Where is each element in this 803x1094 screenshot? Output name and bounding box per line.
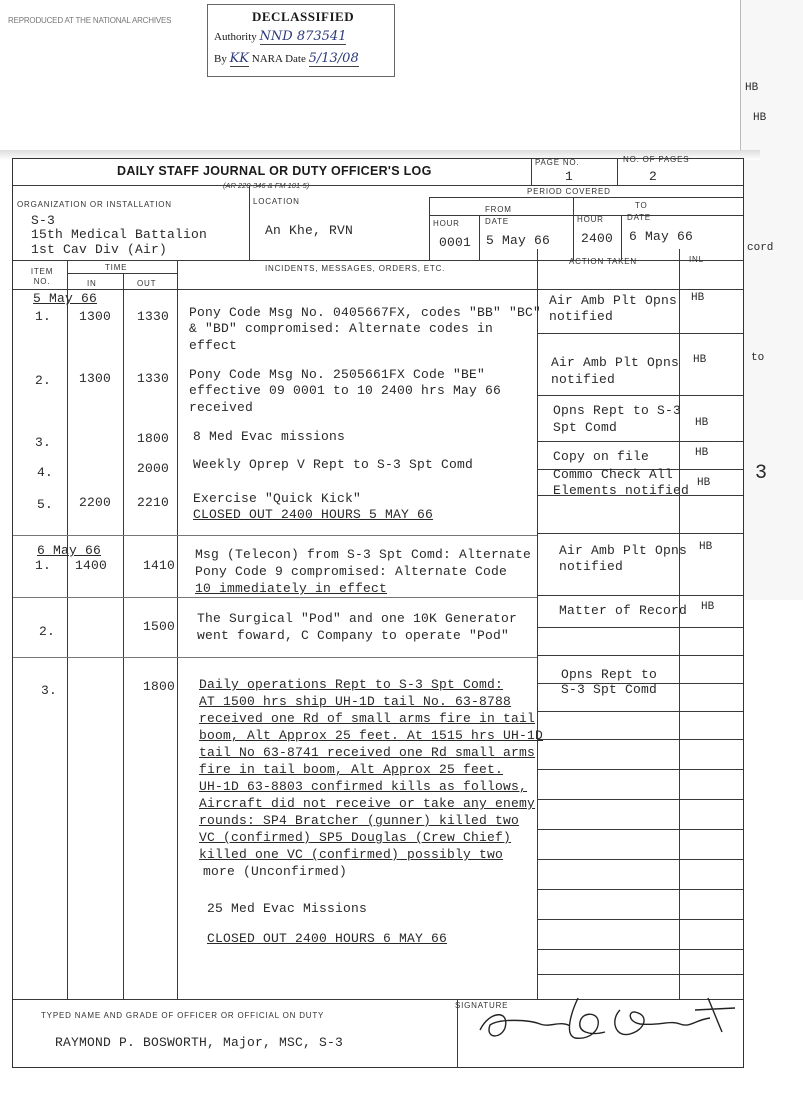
location-label: LOCATION bbox=[253, 197, 300, 206]
time-in: 1300 bbox=[79, 371, 112, 386]
item-no: 2. bbox=[35, 373, 52, 388]
entry-text-line: more (Unconfirmed) bbox=[203, 864, 348, 879]
stamp-by-label: By bbox=[214, 53, 227, 65]
no-of-pages-label: NO. OF PAGES bbox=[623, 155, 690, 164]
action-line: Air Amb Plt Opns bbox=[549, 293, 678, 308]
officer-name: RAYMOND P. BOSWORTH, Major, MSC, S-3 bbox=[55, 1035, 344, 1050]
item-no: 1. bbox=[35, 558, 52, 573]
initials: HB bbox=[697, 477, 711, 489]
entry-text-line: Weekly Oprep V Rept to S-3 Spt Comd bbox=[193, 457, 474, 472]
to-hour-value: 2400 bbox=[581, 231, 614, 246]
action-line: Air Amb Plt Opns bbox=[551, 355, 680, 370]
time-header: TIME bbox=[105, 263, 128, 272]
entry-text-line: The Surgical "Pod" and one 10K Generator bbox=[197, 611, 518, 626]
entry-text-line: fire in tail boom, Alt Approx 25 feet. bbox=[199, 762, 504, 777]
entry-text-line: AT 1500 hrs ship UH-1D tail No. 63-8788 bbox=[199, 694, 512, 709]
org-line: S-3 bbox=[31, 213, 56, 228]
stamp-authority-label: Authority bbox=[214, 31, 257, 43]
closed-out-line: CLOSED OUT 2400 HOURS 5 MAY 66 bbox=[193, 507, 434, 522]
time-out: 1500 bbox=[143, 619, 176, 634]
action-line: notified bbox=[559, 559, 624, 574]
entry-text-line: Pony Code 9 compromised: Alternate Code bbox=[195, 564, 508, 579]
signature-label: SIGNATURE bbox=[455, 1001, 509, 1010]
entry-text-line: received one Rd of small arms fire in tail bbox=[199, 711, 536, 726]
entry-text-line: 25 Med Evac Missions bbox=[207, 901, 368, 916]
margin-mark: HB bbox=[745, 82, 759, 94]
entry-text-line: VC (confirmed) SP5 Douglas (Crew Chief) bbox=[199, 830, 512, 845]
date-header: 6 May 66 bbox=[37, 543, 102, 558]
time-out-header: OUT bbox=[137, 279, 157, 288]
item-no-header: ITEM NO. bbox=[30, 267, 54, 286]
initials: HB bbox=[701, 601, 715, 613]
to-hour-label: HOUR bbox=[577, 215, 604, 224]
entry-text-line: & "BD" compromised: Alternate codes in bbox=[189, 321, 494, 336]
from-date-value: 5 May 66 bbox=[486, 233, 551, 248]
stamp-date-value: 5/13/08 bbox=[308, 51, 359, 66]
action-line: notified bbox=[551, 372, 616, 387]
initials: HB bbox=[691, 292, 705, 304]
item-no: 4. bbox=[37, 465, 54, 480]
time-out: 1330 bbox=[137, 371, 170, 386]
from-date-label: DATE bbox=[485, 217, 509, 226]
time-out: 1410 bbox=[143, 558, 176, 573]
to-date-label: DATE bbox=[627, 213, 651, 222]
entry-text-line: Exercise "Quick Kick" bbox=[193, 491, 362, 506]
item-no: 3. bbox=[41, 683, 58, 698]
org-line: 15th Medical Battalion bbox=[31, 227, 208, 242]
org-label: ORGANIZATION OR INSTALLATION bbox=[17, 200, 172, 209]
stamp-by-row bbox=[214, 51, 359, 66]
stamp-by-value: KK bbox=[229, 51, 250, 66]
entry-text-line: UH-1D 63-8803 confirmed kills as follows, bbox=[199, 779, 528, 794]
no-of-pages-value: 2 bbox=[649, 169, 658, 184]
item-no: 5. bbox=[37, 497, 54, 512]
margin-mark: cord bbox=[747, 242, 774, 254]
entry-text-line: effective 09 0001 to 10 2400 hrs May 66 bbox=[189, 383, 502, 398]
entry-text-line: Msg (Telecon) from S-3 Spt Comd: Alternate bbox=[195, 547, 532, 562]
initials: HB bbox=[693, 354, 707, 366]
entry-text-line: went foward, C Company to operate "Pod" bbox=[197, 628, 510, 643]
page-no-label: PAGE NO. bbox=[535, 158, 580, 167]
entry-text-line: 8 Med Evac missions bbox=[193, 429, 346, 444]
period-covered-label: PERIOD COVERED bbox=[527, 187, 611, 196]
form-title: DAILY STAFF JOURNAL OR DUTY OFFICER'S LOG bbox=[117, 164, 432, 178]
incidents-header: INCIDENTS, MESSAGES, ORDERS, ETC. bbox=[265, 264, 446, 273]
initials: HB bbox=[695, 417, 709, 429]
from-hour-value: 0001 bbox=[439, 235, 472, 250]
action-line: Matter of Record bbox=[559, 603, 688, 618]
officer-label: TYPED NAME AND GRADE OF OFFICER OR OFFICIAL ON DUTY bbox=[41, 1011, 325, 1020]
officer-signature bbox=[470, 990, 740, 1050]
entry-text-line: 10 immediately in effect bbox=[195, 581, 388, 596]
action-taken-header: ACTION TAKEN bbox=[569, 257, 637, 266]
action-line: Copy on file bbox=[553, 449, 650, 464]
date-header: 5 May 66 bbox=[33, 291, 98, 306]
margin-mark: 3 bbox=[755, 462, 768, 485]
location-value: An Khe, RVN bbox=[265, 223, 354, 238]
stamp-title: DECLASSIFIED bbox=[252, 9, 355, 24]
time-in: 1400 bbox=[75, 558, 108, 573]
item-no: 2. bbox=[39, 624, 56, 639]
initials: HB bbox=[699, 541, 713, 553]
entry-text-line: rounds: SP4 Bratcher (gunner) killed two bbox=[199, 813, 520, 828]
time-out: 1330 bbox=[137, 309, 170, 324]
entry-text-line: Aircraft did not receive or take any enemy bbox=[199, 796, 536, 811]
action-line: Opns Rept to bbox=[561, 667, 658, 682]
time-in-header: IN bbox=[87, 279, 97, 288]
to-date-value: 6 May 66 bbox=[629, 229, 694, 244]
entry-text-line: killed one VC (confirmed) possibly two bbox=[199, 847, 504, 862]
time-in: 1300 bbox=[79, 309, 112, 324]
time-out: 2000 bbox=[137, 461, 170, 476]
action-line: notified bbox=[549, 309, 614, 324]
stamp-nara-label: NARA Date bbox=[251, 53, 306, 65]
action-line: Air Amb Plt Opns bbox=[559, 543, 688, 558]
to-label: TO bbox=[635, 201, 648, 210]
closed-out-line: CLOSED OUT 2400 HOURS 6 MAY 66 bbox=[207, 931, 448, 946]
from-label: FROM bbox=[485, 205, 512, 214]
action-line: Spt Comd bbox=[553, 420, 618, 435]
entry-text-line: Daily operations Rept to S-3 Spt Comd: bbox=[199, 677, 504, 692]
margin-mark: HB bbox=[753, 112, 767, 124]
org-line: 1st Cav Div (Air) bbox=[31, 242, 168, 257]
underlying-page-edge bbox=[740, 0, 803, 600]
margin-mark: to bbox=[751, 352, 765, 364]
time-out: 1800 bbox=[137, 431, 170, 446]
action-line: Opns Rept to S-3 bbox=[553, 403, 682, 418]
entry-text-line: effect bbox=[189, 338, 238, 353]
initials: HB bbox=[695, 447, 709, 459]
time-in: 2200 bbox=[79, 495, 112, 510]
entry-text-line: tail No 63-8741 received one Rd small arms bbox=[199, 745, 536, 760]
action-line: Commo Check All bbox=[553, 467, 674, 482]
inl-header: INL bbox=[689, 255, 704, 264]
action-line: S-3 Spt Comd bbox=[561, 682, 658, 697]
page-no-value: 1 bbox=[565, 169, 574, 184]
entry-text-line: Pony Code Msg No. 0405667FX, codes "BB" "BC" bbox=[189, 305, 542, 320]
entry-text-line: received bbox=[189, 400, 254, 415]
action-line: Elements notified bbox=[553, 483, 690, 498]
time-out: 1800 bbox=[143, 679, 176, 694]
item-no: 1. bbox=[35, 309, 52, 324]
entry-text-line: Pony Code Msg No. 2505661FX Code "BE" bbox=[189, 367, 486, 382]
from-hour-label: HOUR bbox=[433, 219, 460, 228]
duty-log-form bbox=[12, 155, 744, 1068]
stamp-authority-row bbox=[214, 29, 346, 44]
declassified-stamp bbox=[207, 4, 395, 77]
item-no: 3. bbox=[35, 435, 52, 450]
entry-text-line: boom, Alt Approx 25 feet. At 1515 hrs UH-1D bbox=[199, 728, 544, 743]
archives-reproduction-note: REPRODUCED AT THE NATIONAL ARCHIVES bbox=[8, 16, 172, 25]
time-out: 2210 bbox=[137, 495, 170, 510]
stamp-authority-value: NND 873541 bbox=[259, 29, 347, 44]
